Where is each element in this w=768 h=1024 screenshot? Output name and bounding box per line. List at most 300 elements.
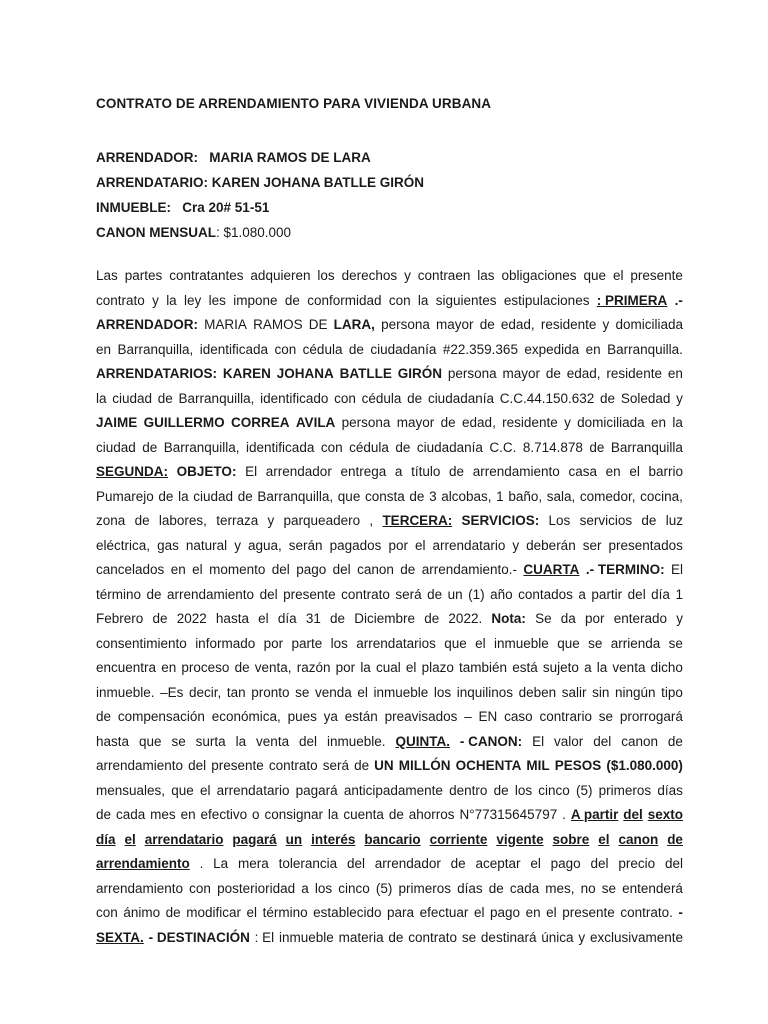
body-word: de: [488, 880, 504, 896]
body-line: [96, 534, 683, 559]
body-word: canon: [618, 831, 659, 847]
body-word: Pumarejo: [96, 488, 154, 504]
body-word: tolerancia: [278, 856, 338, 871]
body-word: dicho: [650, 660, 683, 675]
body-word: del: [346, 856, 365, 871]
body-word: del: [188, 758, 207, 773]
body-word: EN: [478, 709, 498, 724]
body-word: y: [676, 611, 683, 626]
body-word: pago: [550, 856, 581, 871]
body-word: entenderá: [622, 880, 683, 896]
body-word: domiciliada: [615, 317, 683, 332]
body-word: en: [651, 415, 667, 430]
body-word: los: [514, 782, 533, 798]
body-word: KAREN: [222, 366, 271, 381]
body-word: del: [593, 733, 612, 749]
body-word: El: [532, 733, 545, 749]
body-word: arrendatario: [144, 831, 224, 847]
body-word: los: [330, 635, 348, 651]
body-word: el: [199, 782, 211, 798]
body-word: –: [464, 709, 472, 724]
body-word: contados: [518, 586, 573, 602]
body-word: agua,: [247, 537, 282, 553]
body-word: de: [589, 439, 605, 455]
body-word: el: [192, 562, 203, 577]
body-word: arrendamiento: [96, 758, 184, 773]
body-word: residente: [606, 366, 662, 381]
body-word: Diciembre: [354, 611, 416, 626]
body-line: [96, 607, 683, 632]
body-word: de: [493, 782, 509, 798]
body-word: 3: [429, 488, 437, 504]
body-word: preavisados: [384, 709, 458, 724]
body-word: casa: [568, 464, 597, 479]
body-word: GUILLERMO: [143, 415, 225, 430]
body-word: se: [171, 733, 186, 749]
body-word: del: [271, 562, 290, 577]
body-word: los: [314, 880, 333, 896]
body-word: en: [96, 341, 112, 357]
body-word: consignar: [264, 807, 323, 822]
body-word: La: [213, 856, 229, 871]
body-word: cinco: [338, 880, 370, 896]
body-word: tipo: [661, 684, 683, 700]
body-word: ciudad: [96, 439, 136, 455]
body-word: .: [562, 807, 566, 822]
body-word: ningún: [614, 684, 656, 700]
body-word: caso: [504, 709, 533, 724]
body-line: [96, 730, 683, 755]
body-word: persona: [381, 317, 430, 332]
body-word: cancelados: [96, 562, 165, 577]
body-word: de: [409, 488, 425, 504]
body-word: gas: [157, 537, 179, 553]
body-word: cual: [375, 660, 401, 675]
body-word: un: [447, 586, 463, 602]
body-word: inmueble: [494, 635, 549, 651]
body-word: JAIME: [96, 415, 138, 430]
body-word: de: [545, 366, 561, 381]
body-word: (5): [575, 782, 593, 798]
body-word: de: [388, 807, 404, 822]
body-word: eléctrica,: [96, 537, 151, 553]
body-word: exclusivamente: [589, 929, 683, 945]
body-word: 2022.: [448, 611, 483, 626]
body-word: mes: [150, 807, 176, 822]
body-word: serán: [288, 537, 323, 553]
body-word: presentados: [608, 537, 683, 553]
body-line: [96, 632, 683, 657]
body-word: que: [444, 635, 467, 651]
body-word: A partir: [570, 807, 619, 822]
body-word: la: [166, 292, 177, 308]
body-line: [96, 509, 683, 534]
body-word: : PRIMERA: [596, 292, 668, 308]
body-word: pagará: [232, 831, 277, 847]
body-word: de: [427, 586, 443, 602]
body-word: UN: [374, 758, 394, 773]
body-word: C.C.44.150.632: [499, 390, 595, 406]
body-word: QUINTA.: [395, 733, 450, 749]
body-word: OBJETO:: [176, 464, 237, 479]
body-word: los: [317, 268, 335, 283]
body-word: en: [525, 905, 541, 920]
body-word: ARRENDADOR:: [96, 317, 198, 332]
body-word: dentro: [449, 782, 488, 798]
body-word: ciudadanía: [416, 439, 483, 455]
body-word: de: [146, 586, 162, 602]
body-word: 8.714.878: [522, 439, 583, 455]
body-word: la: [596, 660, 608, 675]
body-word: MARIA: [204, 317, 247, 332]
body-word: .- TERMINO:: [585, 562, 665, 577]
body-line: [96, 558, 683, 583]
body-word: edad,: [462, 415, 496, 430]
body-word: se: [668, 635, 683, 651]
body-word: venta: [256, 733, 290, 749]
body-word: un: [285, 831, 303, 847]
body-word: partir: [591, 586, 623, 602]
body-word: establecido: [313, 905, 382, 920]
body-word: arrendamiento: [167, 586, 255, 602]
body-word: parte: [291, 635, 323, 651]
body-word: sin: [592, 684, 610, 700]
body-word: cédula: [302, 341, 343, 357]
body-word: inmueble.: [326, 733, 386, 749]
body-word: de: [449, 464, 465, 479]
body-word: - CANON:: [459, 733, 523, 749]
body-word: de: [388, 929, 404, 945]
body-word: : El: [254, 929, 275, 945]
body-word: SEXTA.: [96, 929, 144, 945]
body-word: compensación: [117, 709, 205, 724]
body-word: siguientes: [435, 292, 497, 308]
body-word: OCHENTA: [455, 758, 522, 773]
body-word: entrega: [340, 464, 387, 479]
body-word: arrendador: [374, 856, 441, 871]
body-word: adquieren: [250, 268, 311, 283]
body-word: el: [473, 905, 485, 920]
body-word: el: [546, 905, 557, 920]
body-word: día: [96, 831, 116, 847]
body-word: sobre: [552, 831, 590, 847]
body-word: mensuales,: [96, 782, 166, 798]
body-word: venda: [314, 684, 352, 700]
body-line: [96, 387, 683, 412]
body-word: el: [475, 635, 486, 651]
body-word: cédula: [349, 439, 389, 455]
body-word: residente: [540, 317, 597, 332]
body-word: da: [560, 611, 576, 626]
body-line: [96, 705, 683, 730]
body-line: [96, 485, 683, 510]
body-word: arrendamiento.-: [421, 562, 518, 577]
body-line: [96, 338, 683, 363]
body-word: bancario: [364, 831, 421, 847]
body-word: de: [330, 611, 346, 626]
body-word: natural: [185, 537, 228, 553]
body-line: [96, 803, 683, 828]
body-word: contrato: [408, 929, 458, 945]
body-word: Barranquilla,: [178, 390, 255, 406]
body-word: se: [295, 684, 310, 700]
body-word: SEGUNDA:: [96, 464, 169, 479]
body-word: término: [96, 586, 142, 602]
body-word: el: [124, 831, 136, 847]
body-word: la: [178, 488, 189, 504]
body-word: cuenta: [343, 807, 384, 822]
body-word: el: [629, 464, 640, 479]
body-word: contrato: [268, 758, 318, 773]
body-word: contraen: [417, 268, 471, 283]
body-word: del: [590, 856, 609, 871]
body-word: arrendador: [265, 464, 332, 479]
body-word: a: [301, 880, 309, 896]
body-word: presente: [562, 905, 615, 920]
body-word: (5): [375, 880, 393, 896]
body-word: cinco: [538, 782, 570, 798]
body-word: edad,: [500, 317, 535, 332]
body-word: contrato.: [620, 905, 673, 920]
body-word: precio: [618, 856, 656, 871]
body-word: El: [670, 562, 683, 577]
body-word: a: [578, 586, 586, 602]
body-word: Barranquilla: [610, 439, 683, 455]
body-word: el: [612, 268, 624, 283]
body-word: expedida: [524, 341, 580, 357]
body-word: canon: [621, 733, 658, 749]
body-word: de: [479, 317, 495, 332]
body-word: el: [415, 537, 426, 553]
body-word: pronto: [251, 684, 290, 700]
body-word: de: [96, 807, 112, 822]
body-word: mayor: [436, 317, 474, 332]
body-word: parqueadero: [283, 513, 361, 528]
body-word: barrio: [648, 464, 683, 479]
body-word: - DESTINACIÓN: [148, 929, 250, 945]
body-word: destinará: [480, 929, 537, 945]
body-word: pagará: [295, 782, 338, 798]
body-word: que: [337, 488, 361, 504]
body-word: hasta: [215, 611, 249, 626]
body-word: la: [327, 807, 339, 822]
body-word: la: [96, 390, 107, 406]
body-word: a: [394, 464, 403, 479]
body-word: de: [158, 488, 174, 504]
body-word: MIL: [526, 758, 550, 773]
body-line: [96, 877, 683, 902]
body-word: SERVICIOS:: [461, 513, 540, 528]
body-word: primeros: [598, 782, 652, 798]
body-word: edad,: [566, 366, 601, 381]
body-word: obligaciones: [501, 268, 577, 283]
body-line: [96, 901, 683, 926]
body-word: (1): [468, 586, 485, 602]
body-word: pago: [296, 562, 327, 577]
body-word: ser: [582, 537, 602, 553]
body-word: 1: [675, 586, 683, 602]
body-word: el: [405, 660, 417, 675]
body-word: ,: [369, 513, 374, 528]
body-word: residente: [502, 415, 558, 430]
body-word: enterado: [613, 611, 668, 626]
body-line: [96, 926, 683, 951]
body-word: de: [234, 660, 250, 675]
header-arrendador: ARRENDADOR: MARIA RAMOS DE LARA: [96, 150, 371, 165]
body-word: en: [667, 366, 683, 381]
body-word: conformidad: [307, 292, 382, 308]
body-word: no: [580, 880, 596, 896]
body-word: presente: [211, 758, 264, 773]
body-word: de: [134, 513, 150, 528]
body-word: Barranquilla,: [117, 341, 194, 357]
body-word: la: [360, 660, 371, 675]
body-word: en: [585, 341, 601, 357]
body-word: les: [208, 292, 226, 308]
body-word: para: [387, 905, 415, 920]
body-word: Barranquilla.: [607, 341, 683, 357]
body-word: anticipadamente: [343, 782, 443, 798]
body-word: del: [332, 562, 351, 577]
body-word: ánimo: [123, 905, 161, 920]
body-word: sujeto: [542, 660, 579, 675]
body-line: [96, 362, 683, 387]
body-word: de: [348, 341, 364, 357]
body-word: y: [578, 929, 586, 945]
body-word: inmueble.: [96, 684, 155, 700]
body-word: Barranquilla,: [163, 439, 240, 455]
body-word: y: [404, 268, 411, 283]
body-word: zona: [96, 513, 126, 528]
body-word: los: [433, 684, 452, 700]
body-word: ciudad: [193, 488, 234, 504]
body-word: será: [395, 586, 422, 602]
body-word: arrendamiento: [96, 880, 184, 896]
body-word: de: [354, 758, 370, 773]
body-word: consta: [364, 488, 405, 504]
body-word: luz: [665, 513, 683, 528]
body-word: –Es: [160, 684, 184, 700]
body-word: y: [234, 537, 241, 553]
body-word: ya: [323, 709, 338, 724]
body-word: encuentra: [96, 660, 157, 675]
body-word: baño,: [508, 488, 543, 504]
body-word: C.C.: [489, 439, 517, 455]
body-word: GIRÓN: [397, 366, 442, 381]
body-word: Se: [535, 611, 552, 626]
body-word: la: [417, 292, 429, 308]
body-line: [96, 779, 683, 804]
body-word: cédula: [361, 390, 402, 406]
body-word: de: [157, 390, 173, 406]
body-word: de: [667, 733, 683, 749]
body-word: el: [530, 856, 541, 871]
body-word: N°77315645797: [459, 807, 558, 822]
body-word: mera: [238, 856, 269, 871]
body-word: día: [277, 611, 297, 626]
body-word: plazo: [421, 660, 454, 675]
body-word: partes: [124, 268, 163, 283]
body-word: ley: [184, 292, 202, 308]
body-word: servicios: [579, 513, 633, 528]
body-word: informado: [195, 635, 256, 651]
body-word: arrendatarios: [356, 635, 436, 651]
body-word: por: [388, 537, 408, 553]
body-word: de: [450, 856, 466, 871]
body-word: venta,: [254, 660, 292, 675]
body-word: el: [246, 905, 258, 920]
body-word: domiciliada: [577, 415, 645, 430]
body-word: por: [585, 611, 605, 626]
body-word: la: [672, 415, 683, 430]
body-word: y: [512, 537, 520, 553]
body-word: cocina,: [640, 488, 683, 504]
body-word: PESOS: [554, 758, 602, 773]
body-word: en: [170, 562, 186, 577]
body-word: -: [678, 905, 683, 920]
body-word: o: [252, 807, 260, 822]
body-word: derechos: [341, 268, 398, 283]
body-word: de: [641, 513, 657, 528]
body-word: deben: [518, 684, 557, 700]
body-word: del: [627, 586, 646, 602]
body-word: que: [557, 635, 580, 651]
body-word: CUARTA: [523, 562, 580, 577]
body-line: [96, 264, 683, 289]
body-word: decir,: [189, 684, 222, 700]
body-word: AVILA: [295, 415, 336, 430]
body-word: posterioridad: [217, 880, 296, 896]
body-word: también: [459, 660, 508, 675]
body-word: de: [667, 831, 683, 847]
body-line: [96, 754, 683, 779]
body-word: persona: [341, 415, 391, 430]
body-word: Febrero: [96, 611, 144, 626]
body-word: que: [138, 733, 162, 749]
body-word: arrendatario: [216, 782, 290, 798]
body-word: están: [344, 709, 378, 724]
body-word: BATLLE: [339, 366, 392, 381]
body-word: presente: [630, 268, 683, 283]
body-word: de: [165, 905, 181, 920]
body-word: 1: [496, 488, 504, 504]
body-word: cada: [509, 880, 540, 896]
body-word: y: [152, 292, 159, 308]
body-word: mayor: [502, 366, 541, 381]
body-word: de: [600, 390, 616, 406]
body-word: que: [583, 268, 607, 283]
document-title: CONTRATO DE ARRENDAMIENTO PARA VIVIENDA URBANA: [96, 96, 492, 111]
body-word: JOHANA: [276, 366, 334, 381]
body-word: de: [407, 390, 423, 406]
body-word: momento: [209, 562, 266, 577]
body-line: [96, 289, 683, 314]
body-word: sala,: [546, 488, 576, 504]
body-word: ($1.080.000): [606, 758, 683, 773]
body-word: estipulaciones: [503, 292, 590, 308]
body-word: Soledad: [620, 390, 671, 406]
body-word: arrendamiento: [96, 856, 190, 871]
body-line: [96, 411, 683, 436]
body-word: efectivo: [200, 807, 248, 822]
body-word: CORREA: [230, 415, 290, 430]
body-word: sexto: [647, 807, 683, 822]
body-word: terraza: [216, 513, 259, 528]
body-word: ciudad: [112, 390, 153, 406]
body-word: proceso: [181, 660, 230, 675]
body-word: en: [161, 660, 177, 675]
body-word: de: [152, 611, 168, 626]
